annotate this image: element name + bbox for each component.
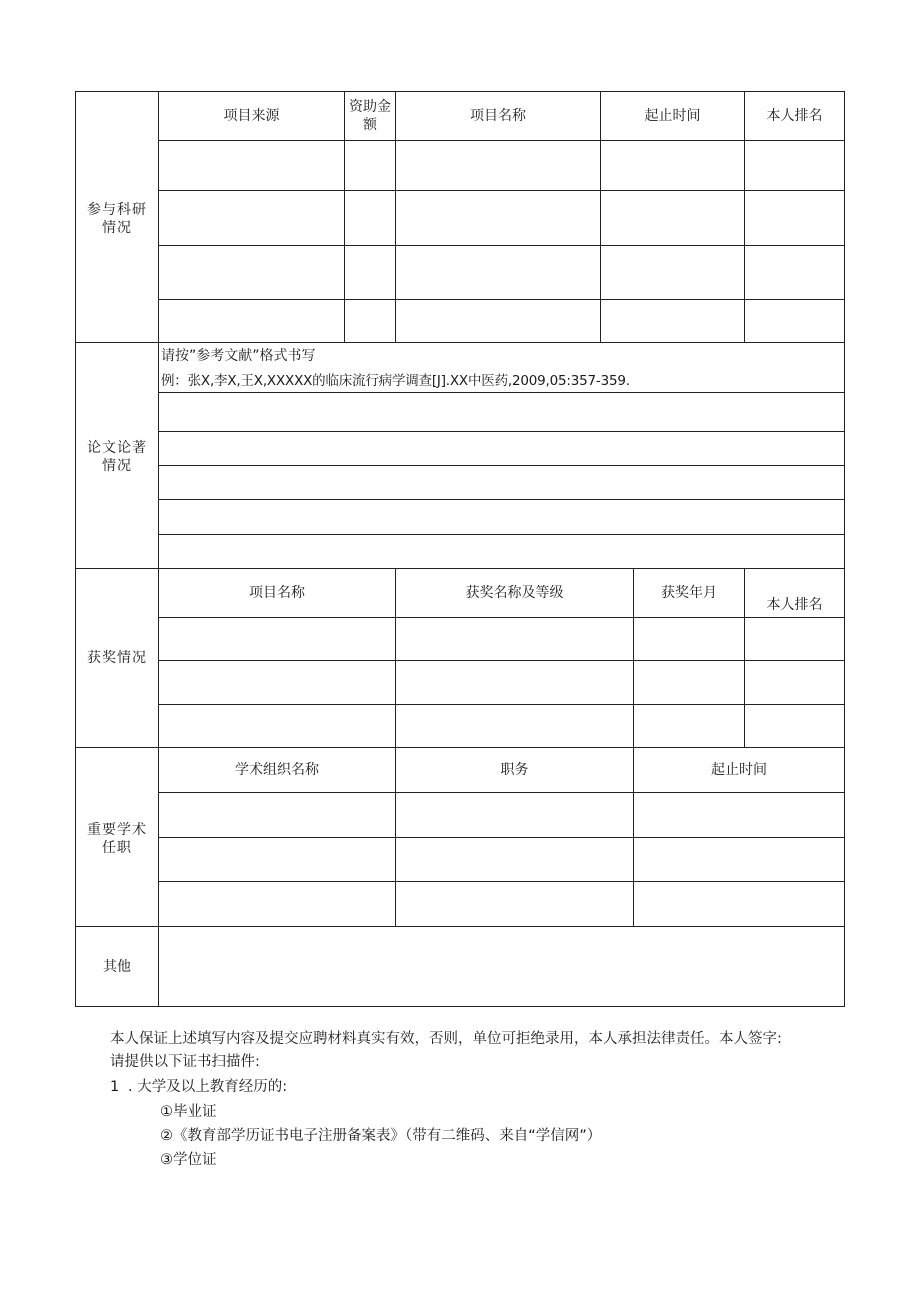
list-subitem: ①毕业证 [160, 1104, 217, 1120]
research-cell-input[interactable] [159, 191, 344, 245]
award-cell-input[interactable] [159, 618, 395, 660]
paper-entry-input[interactable] [159, 466, 844, 499]
research-cell-input[interactable] [159, 141, 344, 190]
list-item-number: 1 [110, 1079, 120, 1095]
position-header-period: 起止时间 [711, 762, 767, 778]
pledge-text: 本人保证上述填写内容及提交应聘材料真实有效，否则，单位可拒绝录用，本人承担法律责任。本人签字: [110, 1031, 782, 1047]
research-header-funding: 资助金额 [349, 99, 391, 133]
list-subitem: ②《教育部学历证书电子注册备案表》（带有二维码、来自“学信网”） [160, 1128, 602, 1144]
papers-instruction: 请按”参考文献”格式书写 [161, 348, 316, 364]
position-cell-input[interactable] [159, 793, 395, 837]
award-header-project: 项目名称 [249, 585, 305, 601]
paper-entry-input[interactable] [159, 535, 844, 568]
award-header-date: 获奖年月 [661, 585, 717, 601]
paper-entry-input[interactable] [159, 500, 844, 534]
papers-section-label: 论文论著情况 [87, 440, 147, 474]
papers-example: 例：张X,李X,王X,XXXXX的临床流行病学调查[J].XX中医药,2009,05:357-359. [161, 373, 630, 389]
positions-section-label: 重要学术任职 [87, 822, 147, 856]
awards-section-label: 获奖情况 [87, 650, 147, 666]
position-cell-input[interactable] [159, 838, 395, 881]
table-border-right [844, 91, 845, 1007]
award-cell-input[interactable] [159, 705, 395, 747]
research-header-source: 项目来源 [223, 108, 280, 124]
research-cell-input[interactable] [159, 300, 344, 342]
certificate-request: 请提供以下证书扫描件: [110, 1054, 260, 1070]
research-cell-input[interactable] [159, 246, 344, 299]
other-input[interactable] [159, 927, 844, 1006]
position-header-org: 学术组织名称 [235, 762, 319, 778]
award-header-rank: 本人排名 [766, 597, 823, 613]
table-border-left [75, 91, 76, 1007]
research-header-rank: 本人排名 [766, 108, 823, 124]
award-header-award: 获奖名称及等级 [465, 585, 564, 601]
section-divider [75, 342, 845, 343]
position-header-title: 职务 [500, 762, 529, 778]
other-section-label: 其他 [103, 959, 131, 975]
award-cell-input[interactable] [159, 661, 395, 704]
paper-entry-input[interactable] [159, 432, 844, 465]
table-border-bottom [75, 1006, 845, 1007]
list-subitem: ③学位证 [160, 1152, 217, 1168]
list-item-education: . 大学及以上教育经历的: [128, 1079, 288, 1095]
research-header-period: 起止时间 [644, 108, 701, 124]
research-section-label: 参与科研情况 [87, 202, 147, 236]
paper-entry-input[interactable] [159, 393, 844, 431]
position-cell-input[interactable] [159, 882, 395, 926]
research-header-name: 项目名称 [470, 108, 526, 124]
